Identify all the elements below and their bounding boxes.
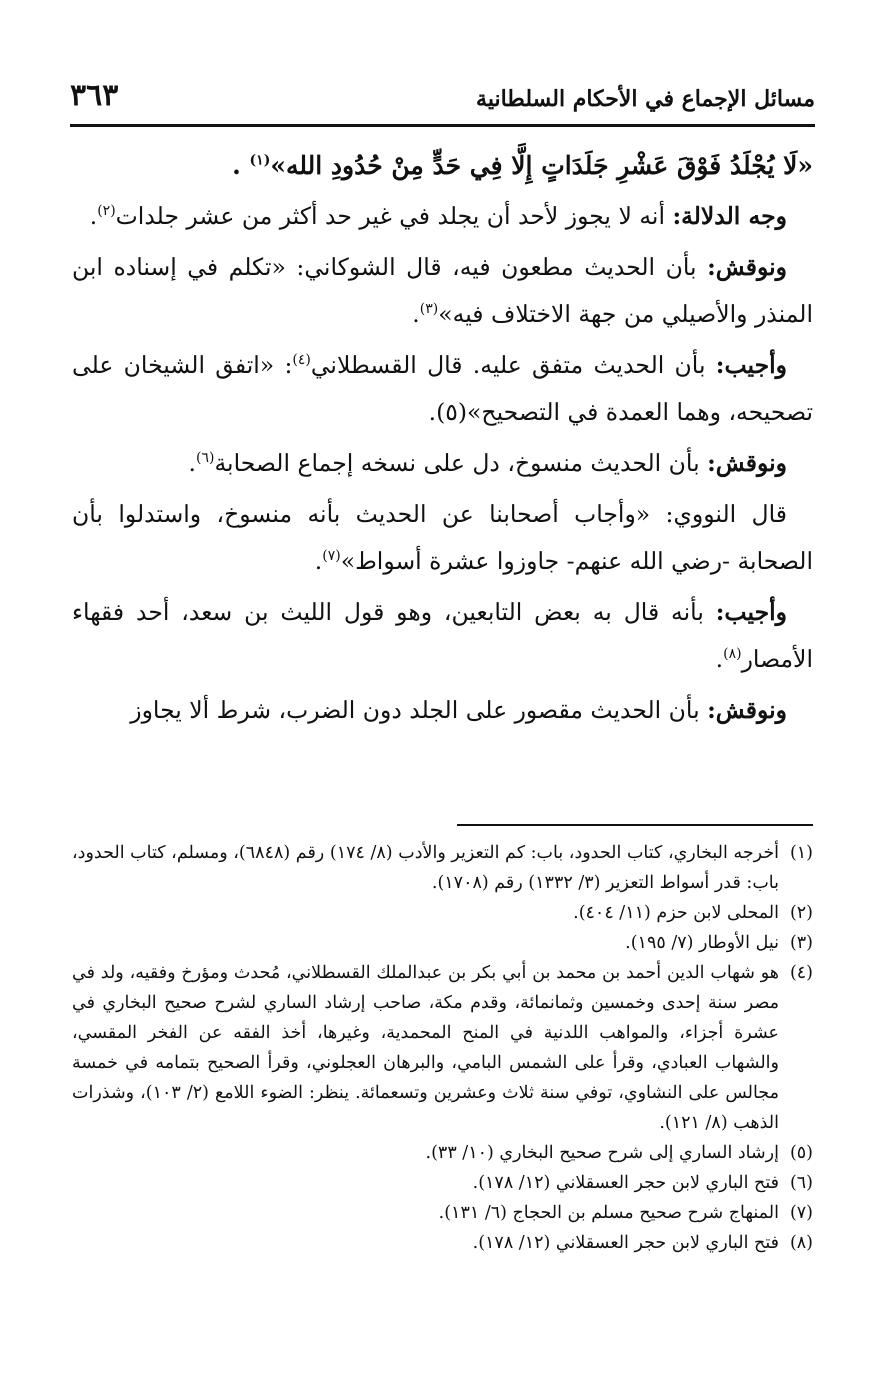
footnote-divider <box>457 824 813 826</box>
paragraph-tail: . <box>232 151 250 180</box>
paragraph-lead: وجه الدلالة: <box>672 202 787 230</box>
page-number: ٣٦٣ <box>70 78 119 113</box>
footnote-ref: (٧) <box>322 548 341 565</box>
paragraph <box>72 244 813 338</box>
footnote-text: المحلى لابن حزم (١١/ ٤٠٤). <box>573 903 779 923</box>
paragraph-text: قال النووي: «وأجاب أصحابنا عن الحديث بأنه منسوخ، واستدلوا بأن الصحابة -رضي الله عنهم- جاوزوا عشرة أسواط» <box>72 500 813 575</box>
footnote-number: (٥) <box>789 1143 813 1163</box>
hadith-quote <box>72 142 813 189</box>
paragraph-tail: . <box>412 300 420 328</box>
paragraph-text: «لَا يُجْلَدُ فَوْقَ عَشْرِ جَلَدَاتٍ إِلَّا فِي حَدٍّ مِنْ حُدُودِ الله» <box>270 151 813 180</box>
footnote-number: (١) <box>789 843 813 863</box>
paragraph-lead: وأجيب: <box>715 351 788 379</box>
paragraph <box>72 589 813 683</box>
footnote <box>72 1138 813 1168</box>
paragraph <box>72 687 813 734</box>
footnote-number: (٨) <box>789 1233 813 1253</box>
footnote-text: هو شهاب الدين أحمد بن محمد بن أبي بكر بن عبدالملك القسطلاني، مُحدث ومؤرخ وفقيه، ولد في مصر سنة إحدى وخمسين وثمانمائة، وقدم مكة، صاحب إرشاد الساري لشرح صحيح البخاري في عشرة أجزاء، والمواهب اللدنية في المنح المحمدية، وغيرها، أخذ الفقه عن الفخر المقسي، والشهاب العبادي، وقرأ على الشمس البامي، والبرهان العجلوني، وقرأ الصحيح بتمامه في خمسة مجالس على النشاوي، توفي سنة ثلاث وعشرين وتسعمائة. ينظر: الضوء اللامع (٢/ ١٠٣)، وشذرات الذهب (٨/ ١٢١). <box>72 963 779 1133</box>
footnote-ref: (٤) <box>292 352 311 369</box>
paragraph-tail: . <box>715 645 724 673</box>
footnote <box>72 1168 813 1198</box>
footnote-text: أخرجه البخاري، كتاب الحدود، باب: كم التعزير والأدب (٨/ ١٧٤) رقم (٦٨٤٨)، ومسلم، كتاب الحدود، باب: قدر أسواط التعزير (٣/ ١٣٣٢) رقم (١٧٠٨). <box>72 843 779 893</box>
paragraph-text: بأن الحديث مطعون فيه، قال الشوكاني: «تكلم في إسناده ابن المنذر والأصيلي من جهة الاختلاف فيه» <box>72 253 813 328</box>
footnote-number: (٧) <box>789 1203 813 1223</box>
paragraph <box>72 342 813 436</box>
paragraph-tail: . <box>314 547 323 575</box>
paragraph-text: بأنه قال به بعض التابعين، وهو قول الليث بن سعد، أحد فقهاء الأمصار <box>72 598 813 673</box>
footnote-text: المنهاج شرح صحيح مسلم بن الحجاج (٦/ ١٣١). <box>438 1203 779 1223</box>
footnote-number: (٣) <box>789 933 813 953</box>
footnote-ref: (٨) <box>723 646 742 663</box>
footnote-ref: (٦) <box>195 450 215 467</box>
paragraph-text: بأن الحديث مقصور على الجلد دون الضرب، شرط ألا يجاوز <box>130 696 708 724</box>
footnote-text: نيل الأوطار (٧/ ١٩٥). <box>625 933 779 953</box>
footnote-text: فتح الباري لابن حجر العسقلاني (١٢/ ١٧٨). <box>472 1173 779 1193</box>
footnote <box>72 1228 813 1258</box>
paragraph-lead: ونوقش: <box>707 696 787 724</box>
footnote <box>72 838 813 898</box>
paragraph-tail: : «اتفق الشيخان على تصحيحه، وهما العمدة في التصحيح»(٥). <box>72 351 813 426</box>
paragraph-lead: ونوقش: <box>707 449 787 477</box>
paragraph-text: بأن الحديث منسوخ، دل على نسخه إجماع الصحابة <box>214 449 708 477</box>
paragraph-tail: . <box>89 202 98 230</box>
footnote-ref: (١) <box>249 152 271 169</box>
footnotes <box>72 838 813 1258</box>
footnote <box>72 898 813 928</box>
paragraph-lead: وأجيب: <box>715 598 787 626</box>
footnote-ref: (٣) <box>419 301 439 318</box>
footnote-number: (٢) <box>789 903 813 923</box>
paragraph <box>72 193 813 240</box>
paragraph-tail: . <box>188 449 196 477</box>
book-title: مسائل الإجماع في الأحكام السلطانية <box>476 86 815 112</box>
paragraph-text: بأن الحديث متفق عليه. قال القسطلاني <box>310 351 716 379</box>
paragraph <box>72 440 813 487</box>
paragraph-text: أنه لا يجوز لأحد أن يجلد في غير حد أكثر من عشر جلدات <box>115 202 673 230</box>
paragraph <box>72 491 813 585</box>
footnote <box>72 958 813 1138</box>
footnote-number: (٦) <box>789 1173 813 1193</box>
footnote-number: (٤) <box>789 963 813 983</box>
footnote-text: إرشاد الساري إلى شرح صحيح البخاري (١٠/ ٣٣). <box>425 1143 779 1163</box>
footnote <box>72 1198 813 1228</box>
footnote-ref: (٢) <box>97 203 116 220</box>
main-text <box>72 142 813 738</box>
footnote <box>72 928 813 958</box>
paragraph-lead: ونوقش: <box>707 253 787 281</box>
footnote-text: فتح الباري لابن حجر العسقلاني (١٢/ ١٧٨). <box>472 1233 779 1253</box>
running-header <box>70 78 815 127</box>
